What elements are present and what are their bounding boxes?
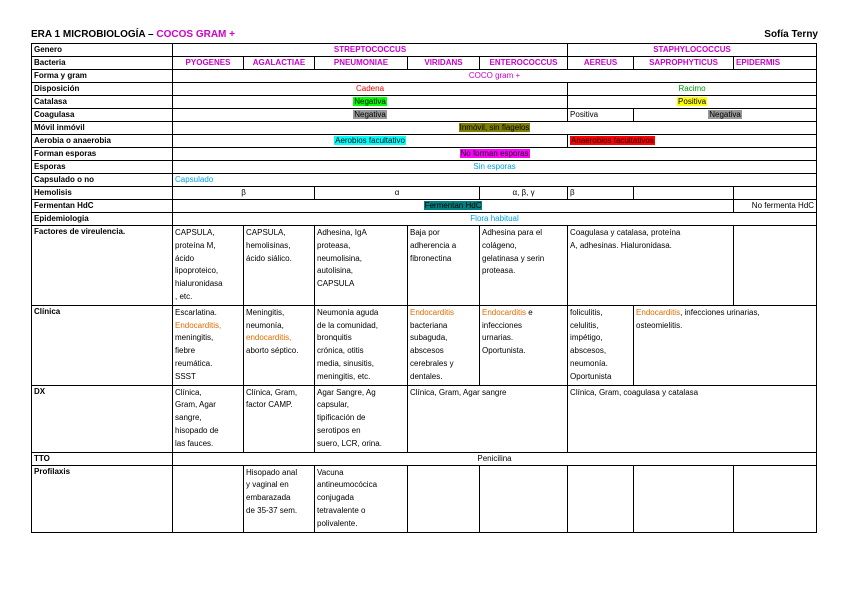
dx-pneumoniae[interactable] xyxy=(315,385,408,452)
page-title-accent: COCOS GRAM + xyxy=(156,29,236,40)
tto-value[interactable]: Penicilina xyxy=(173,452,817,465)
text-line: capsular, xyxy=(317,400,350,410)
dx-viridans-enterococcus[interactable] xyxy=(408,385,568,452)
text-line: Baja por xyxy=(410,228,440,237)
bacteria-viridans[interactable]: VIRIDANS xyxy=(408,57,480,70)
hemolisis-staph[interactable]: β xyxy=(568,187,634,200)
text-line: celulitis, xyxy=(570,320,599,330)
row-esporas xyxy=(32,161,817,174)
text-line: de la comunidad, xyxy=(317,320,378,330)
forman-esporas-cell[interactable] xyxy=(173,148,817,161)
coagulasa-strepto-cell[interactable] xyxy=(173,109,568,122)
text-line: las fauces. xyxy=(175,438,214,448)
text-line: CAPSULA xyxy=(317,279,355,289)
row-disposicion xyxy=(32,83,817,96)
movil-value: Inmóvil, sin flagelos xyxy=(459,123,530,132)
esporas-value[interactable]: Sin esporas xyxy=(173,161,817,174)
label-movil[interactable]: Móvil inmóvil xyxy=(32,122,173,135)
factores-agalactiae[interactable] xyxy=(244,226,315,306)
text-line: proteasa, xyxy=(317,240,351,250)
text-line: crónica, otitis xyxy=(317,346,364,356)
row-movil xyxy=(32,122,817,135)
text-line: adherencia a xyxy=(410,240,457,250)
text-line: CAPSULA, xyxy=(246,228,286,237)
coagulasa-strepto: Negativa xyxy=(354,110,386,119)
text-line: Oportunista xyxy=(570,371,612,381)
text-line: Clínica, xyxy=(175,387,202,397)
label-catalasa[interactable]: Catalasa xyxy=(32,96,173,109)
text-line: y vaginal en xyxy=(246,480,289,490)
text-line: Neumonía aguda xyxy=(317,307,379,317)
catalasa-staph: Positiva xyxy=(678,97,707,106)
clinica-pneumoniae[interactable] xyxy=(315,305,408,385)
fermentan-cell[interactable] xyxy=(173,200,734,213)
bacteria-saprophyticus[interactable]: SAPROPHYTICUS xyxy=(634,57,734,70)
profilaxis-pneumoniae[interactable] xyxy=(315,465,408,532)
aerobia-staph-cell[interactable] xyxy=(568,135,817,148)
text-line: Oportunista. xyxy=(482,346,526,356)
text-line: Hisopado anal xyxy=(246,467,298,477)
row-dx xyxy=(32,385,817,452)
clinica-pyogenes[interactable] xyxy=(173,305,244,385)
text-line: SSST xyxy=(175,371,196,381)
text-line: proteasa. xyxy=(482,266,516,276)
dx-pyogenes[interactable] xyxy=(173,385,244,452)
text-line: bronquitis xyxy=(317,333,352,343)
text-line: aborto séptico. xyxy=(246,346,299,356)
text-line: osteomielitis. xyxy=(636,320,683,330)
factores-staph[interactable] xyxy=(568,226,734,306)
clinica-viridans[interactable] xyxy=(408,305,480,385)
text-line: dentales. xyxy=(410,371,443,381)
profilaxis-epidermis[interactable] xyxy=(734,465,817,532)
bacteria-enterococcus[interactable]: ENTEROCOCCUS xyxy=(480,57,568,70)
row-profilaxis xyxy=(32,465,817,532)
text-line: sangre, xyxy=(175,413,202,423)
label-coagulasa[interactable]: Coagulasa xyxy=(32,109,173,122)
row-capsulado xyxy=(32,174,817,187)
endocarditis-text: Endocarditis xyxy=(636,307,681,317)
text-line: cerebrales y xyxy=(410,358,454,368)
label-epidemiologia[interactable]: Epidemiologia xyxy=(32,213,173,226)
text-line: Coagulasa y catalasa, proteína xyxy=(570,228,681,237)
coagulasa-aureus[interactable]: Positiva xyxy=(568,109,634,122)
hemolisis-alpha[interactable]: α xyxy=(315,187,480,200)
dx-staph[interactable] xyxy=(568,385,817,452)
text-line: , etc. xyxy=(175,291,193,301)
text-line: conjugada xyxy=(317,493,354,503)
text-line: Agar Sangre, Ag xyxy=(317,387,376,397)
text-line: Clínica, Gram, Agar sangre xyxy=(410,387,507,397)
aerobia-strepto-cell[interactable] xyxy=(173,135,568,148)
row-coagulasa xyxy=(32,109,817,122)
text-line: infecciones xyxy=(482,320,523,330)
hemolisis-empty-1[interactable] xyxy=(634,187,734,200)
capsulado-value[interactable]: Capsulado xyxy=(173,174,817,187)
text-line: Adhesina, IgA xyxy=(317,228,367,237)
label-profilaxis[interactable]: Profilaxis xyxy=(32,465,173,532)
profilaxis-viridans[interactable] xyxy=(408,465,480,532)
bacteria-aereus[interactable]: AEREUS xyxy=(568,57,634,70)
text-line: neumonía, xyxy=(246,320,284,330)
factores-viridans[interactable] xyxy=(408,226,480,306)
label-disposicion[interactable]: Disposición xyxy=(32,83,173,96)
label-esporas[interactable]: Esporas xyxy=(32,161,173,174)
profilaxis-enterococcus[interactable] xyxy=(480,465,568,532)
label-clinica[interactable]: Clínica xyxy=(32,305,173,385)
bacteria-agalactiae[interactable]: AGALACTIAE xyxy=(244,57,315,70)
label-capsulado[interactable]: Capsulado o no xyxy=(32,174,173,187)
text-line: reumática. xyxy=(175,358,213,368)
disposicion-strepto[interactable]: Cadena xyxy=(173,83,568,96)
label-bacteria[interactable]: Bacteria xyxy=(32,57,173,70)
text-line: meningitis, xyxy=(175,333,214,343)
text-line xyxy=(636,307,814,320)
profilaxis-aureus[interactable] xyxy=(568,465,634,532)
endocarditis-text: Endocarditis xyxy=(482,307,527,317)
row-tto xyxy=(32,452,817,465)
microbiology-table xyxy=(31,43,817,533)
profilaxis-agalactiae[interactable] xyxy=(244,465,315,532)
text-line: neumolisina, xyxy=(317,253,362,263)
label-genero[interactable]: Genero xyxy=(32,44,173,57)
text-line: hisopado de xyxy=(175,425,219,435)
text-line: abscesos xyxy=(410,346,444,356)
text-line: impétigo, xyxy=(570,333,603,343)
clinica-aureus[interactable] xyxy=(568,305,634,385)
endocarditis-text: Endocarditis, xyxy=(175,320,222,330)
catalasa-strepto-cell[interactable] xyxy=(173,96,568,109)
text-line: embarazada xyxy=(246,493,291,503)
label-tto[interactable]: TTO xyxy=(32,452,173,465)
factores-pneumoniae[interactable] xyxy=(315,226,408,306)
text-line: factor CAMP. xyxy=(246,400,293,410)
text-line: polivalente. xyxy=(317,518,358,528)
text-line: media, sinusitis, xyxy=(317,358,374,368)
text-line: colágeno, xyxy=(482,240,517,250)
row-hemolisis xyxy=(32,187,817,200)
epidemiologia-value[interactable]: Flora habitual xyxy=(173,213,817,226)
bacteria-epidermis[interactable]: EPIDERMIS xyxy=(734,57,817,70)
profilaxis-saprophyticus[interactable] xyxy=(634,465,734,532)
page-author: Sofía Terny xyxy=(764,29,818,40)
text-line: Clínica, Gram, xyxy=(246,387,298,397)
text-line: bacteriana xyxy=(410,320,448,330)
text-line: meningitis, etc. xyxy=(317,371,371,381)
text-line: Escarlatina. xyxy=(175,307,217,317)
movil-cell[interactable] xyxy=(173,122,817,135)
clinica-saprophyticus-epidermis[interactable] xyxy=(634,305,817,385)
coagulasa-others-cell[interactable] xyxy=(634,109,817,122)
text-line: ácido xyxy=(175,253,195,263)
row-factores xyxy=(32,226,817,306)
text-line: suero, LCR, orina. xyxy=(317,438,382,448)
hemolisis-multi[interactable]: α, β, γ xyxy=(480,187,568,200)
page-header xyxy=(31,29,818,43)
hemolisis-empty-2[interactable] xyxy=(734,187,817,200)
bacteria-pneumoniae[interactable]: PNEUMONIAE xyxy=(315,57,408,70)
text-line: subaguda, xyxy=(410,333,448,343)
forma-value[interactable]: COCO gram + xyxy=(173,70,817,83)
text-line: A, adhesinas. Hialuronidasa. xyxy=(570,240,672,250)
hemolisis-beta[interactable]: β xyxy=(173,187,315,200)
row-catalasa xyxy=(32,96,817,109)
text-line: Adhesina para el xyxy=(482,228,543,237)
fermentan-epidermis[interactable]: No fermenta HdC xyxy=(734,200,817,213)
catalasa-staph-cell[interactable] xyxy=(568,96,817,109)
genus-staphylococcus[interactable]: STAPHYLOCOCCUS xyxy=(568,44,817,57)
text-line: fiebre xyxy=(175,346,196,356)
row-fermentan xyxy=(32,200,817,213)
text-line: lipoproteico, xyxy=(175,266,219,276)
row-clinica xyxy=(32,305,817,385)
label-forman-esporas[interactable]: Forman esporas xyxy=(32,148,173,161)
factores-pyogenes[interactable] xyxy=(173,226,244,306)
row-genero xyxy=(32,44,817,57)
fermentan-value: Fermentan HdC xyxy=(424,201,482,210)
text-line: Vacuna xyxy=(317,467,344,477)
label-factores[interactable]: Factores de vireulencia. xyxy=(32,226,173,306)
coagulasa-others: Negativa xyxy=(709,110,741,119)
row-aerobia xyxy=(32,135,817,148)
profilaxis-pyogenes[interactable] xyxy=(173,465,244,532)
row-bacteria xyxy=(32,57,817,70)
forman-esporas-value: No forman esporas xyxy=(460,149,529,158)
genus-streptococcus[interactable]: STREPTOCOCCUS xyxy=(173,44,568,57)
endocarditis-text: Endocarditis xyxy=(410,307,455,317)
page-title-main: ERA 1 MICROBIOLOGÍA – xyxy=(31,29,157,40)
catalasa-strepto: Negativa xyxy=(354,97,386,106)
clinica-enterococcus[interactable] xyxy=(480,305,568,385)
row-epidemiologia xyxy=(32,213,817,226)
text-line: hialuronidasa xyxy=(175,279,223,289)
page-title xyxy=(31,29,235,40)
label-fermentan[interactable]: Fermentan HdC xyxy=(32,200,173,213)
bacteria-pyogenes[interactable]: PYOGENES xyxy=(173,57,244,70)
text-line: Clínica, Gram, coagulasa y catalasa xyxy=(570,387,699,397)
row-forma xyxy=(32,70,817,83)
text-line: abscesos, xyxy=(570,346,607,356)
label-hemolisis[interactable]: Hemolisis xyxy=(32,187,173,200)
aerobia-staph: Anaerobios facultativos xyxy=(571,136,654,145)
clinica-agalactiae[interactable] xyxy=(244,305,315,385)
endocarditis-text: endocarditis, xyxy=(246,333,292,343)
text-line: antineumocócica xyxy=(317,480,378,490)
text-line: tetravalente o xyxy=(317,505,366,515)
text-line: gelatinasa y serin xyxy=(482,253,545,263)
text-line: foliculitis, xyxy=(570,307,603,317)
text-line: ácido siálico. xyxy=(246,253,292,263)
text-line: hemolisinas, xyxy=(246,240,291,250)
text-line: proteína M, xyxy=(175,240,216,250)
row-forman-esporas xyxy=(32,148,817,161)
text-line: urnarias. xyxy=(482,333,514,343)
text-line: Gram, Agar xyxy=(175,400,216,410)
text-line: de 35-37 sem. xyxy=(246,505,298,515)
disposicion-staph[interactable]: Racimo xyxy=(568,83,817,96)
factores-empty[interactable] xyxy=(734,226,817,306)
aerobia-strepto: Aerobios facultativo xyxy=(335,136,405,145)
label-aerobia[interactable]: Aerobia o anaerobia xyxy=(32,135,173,148)
text-line: serotipos en xyxy=(317,425,361,435)
label-forma[interactable]: Forma y gram xyxy=(32,70,173,83)
text-line xyxy=(482,307,565,320)
text-line: Meningitis, xyxy=(246,307,285,317)
text-line: neumonía. xyxy=(570,358,608,368)
factores-enterococcus[interactable] xyxy=(480,226,568,306)
dx-agalactiae[interactable] xyxy=(244,385,315,452)
text-line: CAPSULA, xyxy=(175,228,215,237)
text-suffix: , infecciones urinarias, xyxy=(680,307,760,317)
text-line: tipificación de xyxy=(317,413,366,423)
text-suffix: e xyxy=(526,307,533,317)
text-line: fibronectina xyxy=(410,253,452,263)
label-dx[interactable]: DX xyxy=(32,385,173,452)
text-line: autolisina, xyxy=(317,266,354,276)
